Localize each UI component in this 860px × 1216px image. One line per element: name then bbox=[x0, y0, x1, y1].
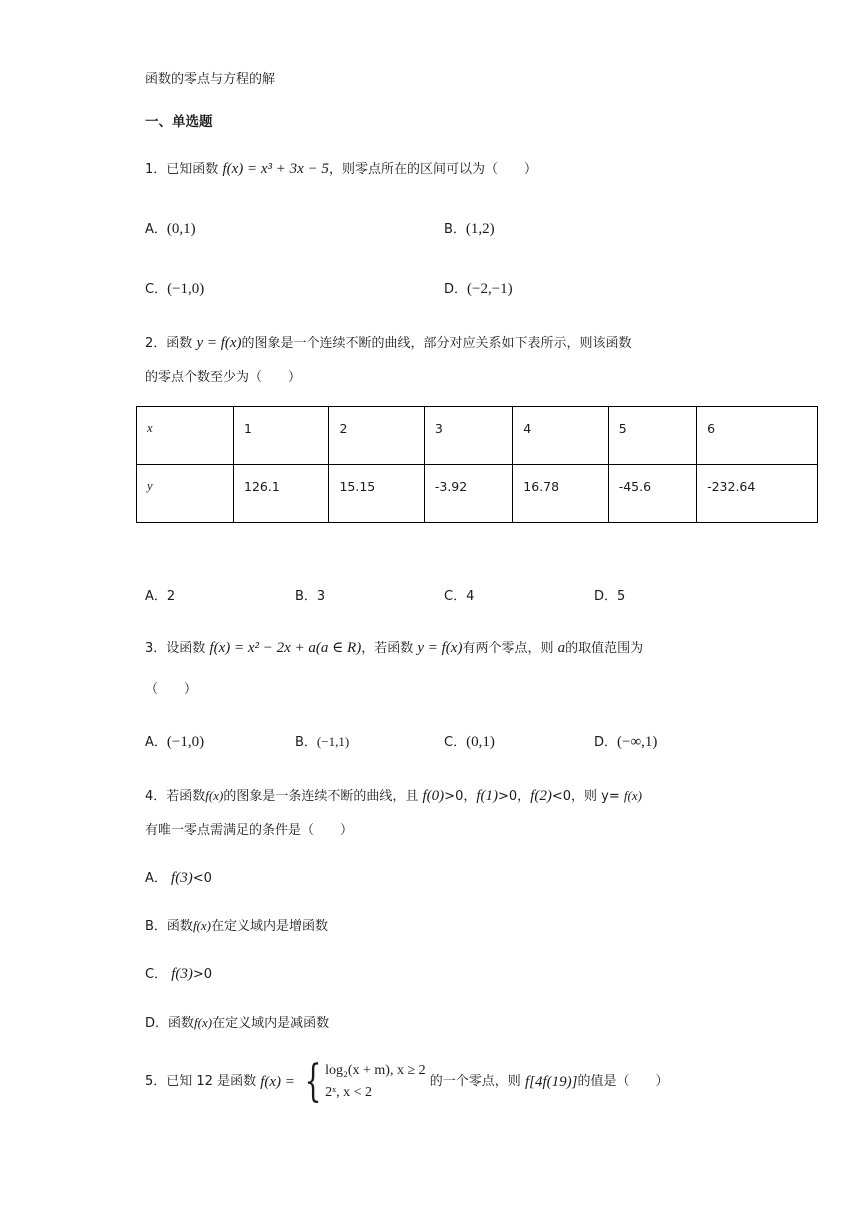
option-value: (−1,0) bbox=[167, 281, 205, 297]
table-cell: 3 bbox=[424, 407, 512, 465]
question-text: = bbox=[608, 789, 620, 804]
formula: y = f(x) bbox=[417, 640, 463, 656]
option-a[interactable] bbox=[145, 218, 196, 238]
option-c[interactable] bbox=[145, 963, 212, 983]
question-text: 设函数 bbox=[166, 641, 206, 656]
formula: f(x) bbox=[192, 918, 211, 933]
piece-2: 2ˣ, x < 2 bbox=[325, 1085, 373, 1100]
question-text: 的值是（ ） bbox=[577, 1074, 669, 1089]
piece-1: log₂(x + m), x ≥ 2 bbox=[325, 1063, 426, 1078]
question-text: y bbox=[601, 789, 609, 804]
document-title: 函数的零点与方程的解 bbox=[145, 72, 276, 87]
option-c[interactable] bbox=[444, 731, 495, 751]
question-2 bbox=[145, 332, 632, 352]
question-text: 的图象是一个连续不断的曲线，部分对应关系如下表所示，则该函数 bbox=[241, 336, 632, 351]
question-text: 的取值范围为 bbox=[565, 641, 644, 656]
option-d[interactable] bbox=[594, 585, 625, 604]
option-value: (0,1) bbox=[466, 734, 495, 750]
table-cell: y bbox=[137, 465, 234, 523]
option-value: (−∞,1) bbox=[617, 734, 658, 750]
question-text: ，若函数 bbox=[361, 641, 414, 656]
option-label: D． bbox=[145, 1016, 169, 1031]
option-value: 函数 bbox=[168, 1016, 195, 1031]
option-value: (1,2) bbox=[465, 221, 495, 237]
table-cell: 4 bbox=[513, 407, 608, 465]
formula: f(1) bbox=[476, 788, 499, 804]
option-label: D． bbox=[594, 735, 618, 750]
option-value: (−1,1) bbox=[316, 734, 350, 749]
option-value: 4 bbox=[466, 589, 475, 604]
question-text: 函数 bbox=[166, 336, 193, 351]
question-text: 有两个零点，则 bbox=[462, 641, 554, 656]
question-text: 已知函数 bbox=[166, 162, 219, 177]
option-value: 2 bbox=[166, 589, 176, 604]
option-label: A． bbox=[145, 871, 167, 886]
option-value: (−2,−1) bbox=[467, 281, 513, 297]
question-number: 2． bbox=[145, 336, 167, 351]
value-table bbox=[136, 406, 818, 523]
option-label: D． bbox=[444, 282, 468, 297]
table-cell: -232.64 bbox=[697, 465, 818, 523]
table-row bbox=[137, 465, 818, 523]
option-value: >0 bbox=[192, 967, 213, 982]
option-a[interactable] bbox=[145, 867, 212, 887]
table-cell: 1 bbox=[234, 407, 329, 465]
question-4-line-2: 有唯一零点需满足的条件是（ ） bbox=[145, 823, 354, 838]
question-text: 的图象是一条连续不断的曲线，且 bbox=[223, 789, 419, 804]
option-d[interactable] bbox=[145, 1012, 329, 1031]
question-number: 5． bbox=[145, 1074, 167, 1089]
section-heading: 一、单选题 bbox=[145, 114, 213, 130]
question-3 bbox=[145, 637, 643, 657]
option-value: 函数 bbox=[166, 919, 193, 934]
brace-symbol: { bbox=[304, 1056, 322, 1107]
table-cell: 16.78 bbox=[513, 465, 608, 523]
option-value: 5 bbox=[617, 589, 626, 604]
question-3-line-2: （ ） bbox=[145, 682, 198, 697]
table-cell: x bbox=[137, 407, 234, 465]
formula: f(x) bbox=[205, 788, 224, 803]
table-cell: 15.15 bbox=[329, 465, 424, 523]
question-text: >0， bbox=[498, 789, 531, 804]
option-value: (−1,0) bbox=[166, 734, 205, 750]
option-label: D． bbox=[594, 589, 618, 604]
option-label: B． bbox=[444, 222, 466, 237]
option-value: 在定义域内是减函数 bbox=[212, 1016, 330, 1031]
question-text: 若函数 bbox=[166, 789, 206, 804]
option-value: (0,1) bbox=[166, 221, 196, 237]
question-text: >0， bbox=[444, 789, 477, 804]
question-number: 4． bbox=[145, 789, 167, 804]
formula: f(x) = x² − 2x + a(a ∈ R) bbox=[209, 640, 362, 656]
formula: f(x) bbox=[194, 1015, 213, 1030]
question-text: 的一个零点，则 bbox=[429, 1074, 521, 1089]
option-value: 在定义域内是增函数 bbox=[210, 919, 328, 934]
option-value: 3 bbox=[316, 589, 326, 604]
table-cell: 2 bbox=[329, 407, 424, 465]
option-label: A． bbox=[145, 222, 167, 237]
option-b[interactable] bbox=[145, 915, 328, 934]
formula: f(x) = bbox=[260, 1074, 295, 1090]
table-cell: 126.1 bbox=[234, 465, 329, 523]
option-label: B． bbox=[295, 589, 317, 604]
option-c[interactable] bbox=[145, 278, 204, 298]
question-number: 3． bbox=[145, 641, 167, 656]
option-b[interactable] bbox=[295, 731, 349, 750]
formula: f(0) bbox=[422, 788, 445, 804]
option-b[interactable] bbox=[295, 585, 325, 604]
question-5 bbox=[145, 1056, 669, 1107]
option-label: A． bbox=[145, 735, 167, 750]
option-b[interactable] bbox=[444, 218, 495, 238]
option-label: C． bbox=[145, 967, 168, 982]
option-label: A． bbox=[145, 589, 167, 604]
option-d[interactable] bbox=[444, 278, 513, 298]
piecewise-definition bbox=[325, 1060, 426, 1104]
variable: a bbox=[557, 640, 566, 656]
option-label: C． bbox=[444, 735, 467, 750]
option-d[interactable] bbox=[594, 731, 657, 751]
formula: f(x) = x³ + 3x − 5 bbox=[222, 161, 329, 177]
option-label: B． bbox=[295, 735, 317, 750]
question-1 bbox=[145, 158, 537, 178]
question-2-line-2: 的零点个数至少为（ ） bbox=[145, 370, 302, 385]
option-c[interactable] bbox=[444, 585, 474, 604]
table-cell: -45.6 bbox=[608, 465, 696, 523]
question-number: 1． bbox=[145, 162, 167, 177]
table-row bbox=[137, 407, 818, 465]
question-text: ，则零点所在的区间可以为（ ） bbox=[328, 162, 537, 177]
table-cell: 5 bbox=[608, 407, 696, 465]
formula: y = f(x) bbox=[196, 335, 242, 351]
option-label: C． bbox=[145, 282, 168, 297]
formula: f(3) bbox=[171, 870, 193, 886]
formula: f[4f(19)] bbox=[524, 1074, 578, 1090]
option-value: <0 bbox=[192, 871, 212, 886]
question-4 bbox=[145, 785, 642, 805]
question-text: <0，则 bbox=[551, 789, 598, 804]
option-label: B． bbox=[145, 919, 167, 934]
formula: f(2) bbox=[530, 788, 552, 804]
formula: f(3) bbox=[171, 966, 193, 982]
table-cell: 6 bbox=[697, 407, 818, 465]
option-a[interactable] bbox=[145, 731, 204, 751]
option-label: C． bbox=[444, 589, 467, 604]
question-text: 已知 12 是函数 bbox=[166, 1074, 257, 1089]
option-a[interactable] bbox=[145, 585, 175, 604]
table-cell: -3.92 bbox=[424, 465, 512, 523]
formula: f(x) bbox=[623, 788, 642, 803]
